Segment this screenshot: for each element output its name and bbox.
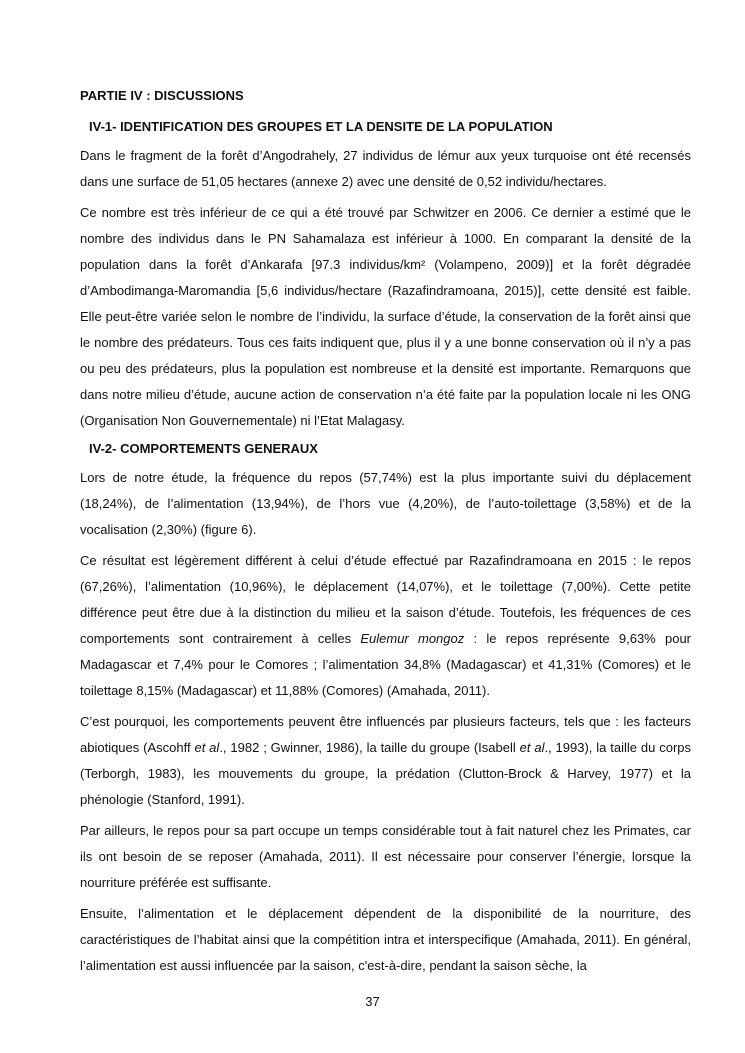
paragraph: [80, 465, 691, 543]
text-run: : le repos représente 9,63% pour Madagascar et 7,4% pour le Comores ; l’alimentation 34,8% (Madagascar) et 41,31% (Comores) et le toilettage 8,15% (Madagascar) et 11,88% (Comores) (Amahada, 2011).: [80, 631, 691, 698]
document-page: [80, 86, 691, 984]
part-title: PARTIE IV : DISCUSSIONS: [80, 88, 244, 103]
italic-text-run: Eulemur mongoz: [360, 631, 465, 646]
italic-text-run: et al: [194, 740, 220, 755]
paragraph: [80, 200, 691, 434]
text-run: Ce nombre est très inférieur de ce qui a été trouvé par Schwitzer en 2006. Ce dernier a estimé que le nombre des individus dans le PN Sahamalaza est inférieur à 1000. En comparant la densité de la population dans la forêt d’Ankarafa [97.3 individus/km² (Volampeno, 2009)] et la forêt dégradée d’Ambodimanga-Maromandia [5,6 individus/hectare (Razafindramoana, 2015)], cette densité est faible. Elle peut-être variée selon le nombre de l’individu, la surface d’étude, la conservation de la forêt ainsi que le nombre des prédateurs. Tous ces faits indiquent que, plus il y a une bonne conservation où il n’y a pas ou peu des prédateurs, plus la population est nombreuse et la densité est importante. Remarquons que dans notre milieu d’étude, aucune action de conservation n’a été faite par la population locale ni les ONG (Organisation Non Gouvernementale) ni l’Etat Malagasy.: [80, 205, 691, 428]
paragraph: [80, 818, 691, 896]
text-run: Par ailleurs, le repos pour sa part occupe un temps considérable tout à fait naturel chez les Primates, car ils ont besoin de se reposer (Amahada, 2011). Il est nécessaire pour conserver l’énergie, lorsque la nourriture préférée est suffisante.: [80, 823, 691, 890]
section-heading-2: IV-2- COMPORTEMENTS GENERAUX: [89, 441, 318, 456]
section-heading-1: IV-1- IDENTIFICATION DES GROUPES ET LA DENSITE DE LA POPULATION: [89, 119, 553, 134]
paragraph: [80, 709, 691, 813]
paragraph: [80, 901, 691, 979]
italic-text-run: et al: [519, 740, 545, 755]
text-run: Ensuite, l’alimentation et le déplacement dépendent de la disponibilité de la nourriture, des caractéristiques de l’habitat ainsi que la compétition intra et interspecifique (Amahada, 2011). En général, l’alimentation est aussi influencée par la saison, c'est-à-dire, pendant la saison sèche, la: [80, 906, 691, 973]
text-run: Dans le fragment de la forêt d’Angodrahely, 27 individus de lémur aux yeux turquoise ont été recensés dans une surface de 51,05 hectares (annexe 2) avec une densité de 0,52 individu/hectares.: [80, 148, 691, 189]
text-run: C’est pourquoi, les comportements peuvent être influencés par plusieurs facteurs, tels que : les facteurs abiotiques (Ascohff: [80, 714, 691, 755]
page-number: 37: [365, 994, 380, 1009]
text-run: ., 1982 ; Gwinner, 1986), la taille du groupe (Isabell: [219, 740, 520, 755]
text-run: Lors de notre étude, la fréquence du repos (57,74%) est la plus importante suivi du déplacement (18,24%), de l’alimentation (13,94%), de l’hors vue (4,20%), de l’auto-toilettage (3,58%) et de la vocalisation (2,30%) (figure 6).: [80, 470, 691, 537]
paragraph: [80, 548, 691, 704]
paragraph: [80, 143, 691, 195]
text-run: ., 1993), la taille du corps (Terborgh, 1983), les mouvements du groupe, la prédation (Clutton-Brock & Harvey, 1977) et la phénologie (Stanford, 1991).: [80, 740, 692, 807]
text-run: Ce résultat est légèrement différent à celui d’étude effectué par Razafindramoana en 2015 : le repos (67,26%), l’alimentation (10,96%), le déplacement (14,07%), et le toilettage (7,00%). Cette petite différence peut être due à la distinction du milieu et la saison d’étude. Toutefois, les fréquences de ces comportements sont contrairement à celles: [80, 553, 691, 646]
